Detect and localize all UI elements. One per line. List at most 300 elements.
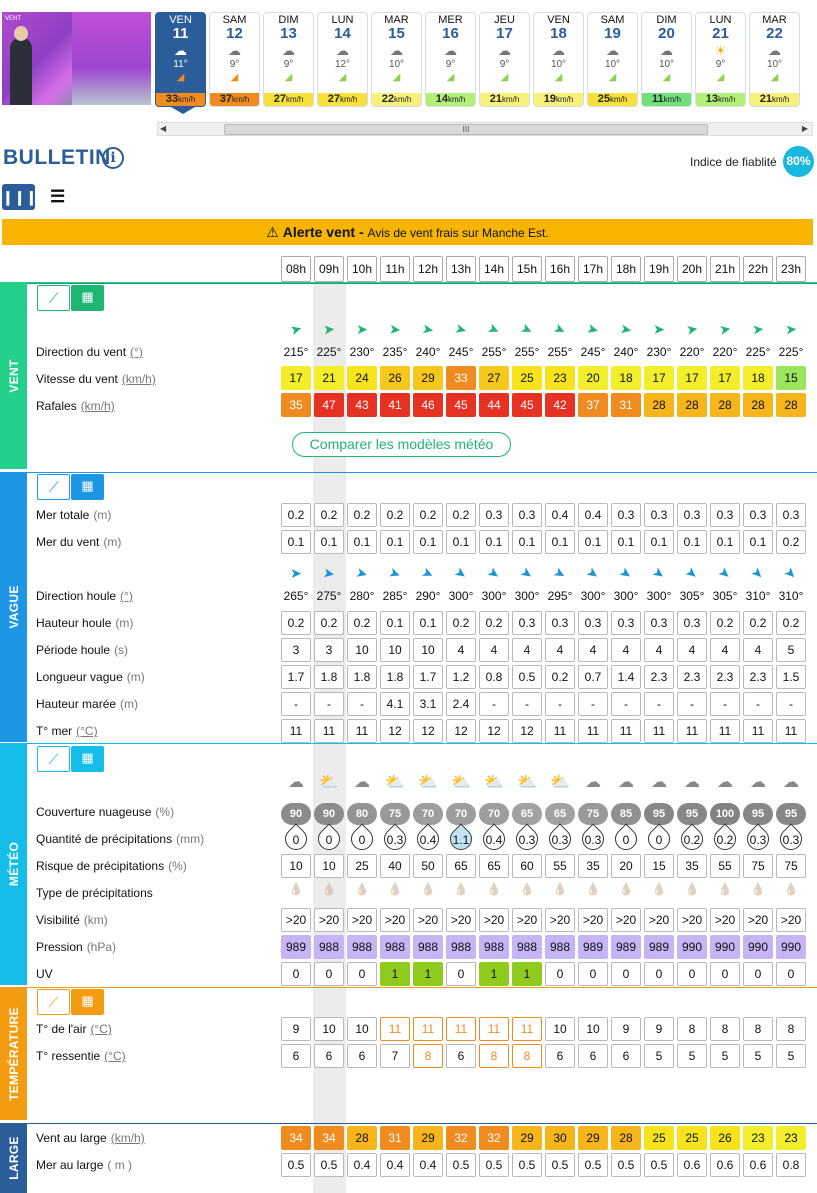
data-cell: 1 xyxy=(413,962,443,986)
row-unit[interactable]: (km/h) xyxy=(121,372,156,386)
data-text: 305° xyxy=(712,589,738,603)
data-cell: 28 xyxy=(677,393,707,417)
row-unit[interactable]: (km/h) xyxy=(110,1131,145,1145)
data-cell: >20 xyxy=(281,908,311,932)
day-wind-speed xyxy=(372,93,421,106)
data-cell: 6 xyxy=(347,1044,377,1068)
day-card[interactable] xyxy=(749,12,800,107)
data-cell: 28 xyxy=(776,393,806,417)
row-label-text: T° de l'air xyxy=(36,1022,87,1036)
wind-arrow-icon: ➤ xyxy=(653,321,665,337)
precip-value: 0.4 xyxy=(419,833,437,847)
data-text: 245° xyxy=(580,345,606,359)
data-cell: 11 xyxy=(644,719,674,743)
rain-type-icon: 💧 xyxy=(750,882,766,896)
day-card[interactable] xyxy=(371,12,422,107)
day-wind-speed xyxy=(534,93,583,106)
data-cell: >20 xyxy=(347,908,377,932)
data-cell: 21 xyxy=(314,366,344,390)
data-cell: 2.3 xyxy=(743,665,773,689)
row-label xyxy=(36,967,53,981)
weather-icon: ☁ xyxy=(336,43,349,58)
data-cell: 12 xyxy=(479,719,509,743)
data-cell: 25 xyxy=(677,1126,707,1150)
data-cell: 8 xyxy=(512,1044,542,1068)
rain-type-icon: 💧 xyxy=(321,882,337,896)
day-date: 19 xyxy=(604,25,621,42)
data-cell: >20 xyxy=(545,908,575,932)
data-cell: 44 xyxy=(479,393,509,417)
data-cell: 11 xyxy=(347,719,377,743)
chart-view-button[interactable]: ⟋ xyxy=(37,746,70,772)
data-cell: 23 xyxy=(776,1126,806,1150)
data-cell: 10 xyxy=(413,638,443,662)
wind-direction-icon: ◢ xyxy=(446,72,455,83)
data-cell: 75 xyxy=(776,854,806,878)
rain-type-icon: 💧 xyxy=(453,882,469,896)
wind-speed-value: 22 xyxy=(381,93,394,105)
swell-arrow-icon: ➤ xyxy=(715,563,735,583)
wind-direction-icon: ◢ xyxy=(608,72,617,83)
forecast-video-thumbnail[interactable] xyxy=(2,12,151,105)
row-label-text: Mer au large xyxy=(36,1158,104,1172)
row-label xyxy=(36,940,116,954)
wind-direction-icon: ◢ xyxy=(392,72,401,83)
data-cell: 988 xyxy=(380,935,410,959)
data-cell: 11 xyxy=(776,719,806,743)
data-cell: >20 xyxy=(776,908,806,932)
weather-icon: ☁ xyxy=(618,774,634,791)
row-label-text: Pression xyxy=(36,940,83,954)
day-card[interactable] xyxy=(641,12,692,107)
wind-speed-value: 14 xyxy=(435,93,448,105)
day-temperature: 10° xyxy=(550,59,567,70)
cloud-cover-badge: 95 xyxy=(644,803,674,825)
data-cell: >20 xyxy=(413,908,443,932)
data-cell: 37 xyxy=(578,393,608,417)
data-cell: 0.1 xyxy=(314,530,344,554)
weather-icon: ☁ xyxy=(585,774,601,791)
data-cell: 10 xyxy=(347,638,377,662)
data-cell: 0.2 xyxy=(281,503,311,527)
wind-arrow-icon: ➤ xyxy=(420,320,436,338)
data-text: 230° xyxy=(349,345,375,359)
wind-arrow-icon: ➤ xyxy=(551,319,569,339)
row-unit[interactable]: (°C) xyxy=(104,1049,126,1063)
row-label xyxy=(36,399,115,413)
data-cell: 55 xyxy=(545,854,575,878)
precip-value: 0.3 xyxy=(584,833,602,847)
table-view-button[interactable]: ❙❙❙ xyxy=(2,184,35,210)
wind-alert-banner xyxy=(2,219,813,245)
row-label-text: Hauteur houle xyxy=(36,616,112,630)
day-date: 12 xyxy=(226,25,243,42)
hour-cell: 11h xyxy=(380,256,410,282)
wind-arrow-icon: ➤ xyxy=(322,320,336,338)
data-cell: 1 xyxy=(512,962,542,986)
data-cell: 0.1 xyxy=(710,530,740,554)
data-cell: 12 xyxy=(380,719,410,743)
data-cell: 23 xyxy=(545,366,575,390)
row-unit[interactable]: (km/h) xyxy=(80,399,115,413)
info-icon[interactable]: i xyxy=(102,147,124,169)
data-cell: 27 xyxy=(479,366,509,390)
day-card[interactable] xyxy=(695,12,746,107)
grid-view-button[interactable]: ▦ xyxy=(71,285,104,311)
data-cell: 45 xyxy=(446,393,476,417)
weather-icon: ☁ xyxy=(660,43,673,58)
grid-view-button[interactable]: ▦ xyxy=(71,746,104,772)
cloud-cover-badge: 90 xyxy=(314,803,344,825)
rain-type-icon: 💧 xyxy=(585,882,601,896)
data-cell: 20 xyxy=(578,366,608,390)
data-cell: 0.5 xyxy=(644,1153,674,1177)
data-cell: 0.1 xyxy=(578,530,608,554)
data-cell: 18 xyxy=(743,366,773,390)
swell-arrow-icon: ➤ xyxy=(386,563,404,583)
day-date: 17 xyxy=(496,25,513,42)
data-cell: - xyxy=(743,692,773,716)
data-text: 300° xyxy=(481,589,507,603)
day-card[interactable] xyxy=(155,12,206,107)
cloud-cover-badge: 70 xyxy=(479,803,509,825)
compare-models-button[interactable]: Comparer les modèles météo xyxy=(292,432,511,457)
data-cell: 0 xyxy=(677,962,707,986)
row-label xyxy=(36,1022,112,1036)
data-cell: 0.3 xyxy=(743,503,773,527)
row-unit: ( m ) xyxy=(107,1158,133,1172)
data-cell: >20 xyxy=(446,908,476,932)
data-cell: 988 xyxy=(446,935,476,959)
data-cell: 0.2 xyxy=(446,611,476,635)
day-date: 13 xyxy=(280,25,297,42)
data-cell: 4 xyxy=(710,638,740,662)
data-cell: 990 xyxy=(677,935,707,959)
data-cell: 0.2 xyxy=(776,530,806,554)
chart-view-button[interactable]: ⟋ xyxy=(37,989,70,1015)
day-temperature: 10° xyxy=(766,59,783,70)
data-cell: 10 xyxy=(347,1017,377,1041)
cloud-cover-badge: 75 xyxy=(380,803,410,825)
wind-arrow-icon: ➤ xyxy=(784,320,798,338)
chart-view-button[interactable]: ⟋ xyxy=(37,285,70,311)
data-cell: 1.4 xyxy=(611,665,641,689)
data-cell: >20 xyxy=(743,908,773,932)
row-label xyxy=(36,345,143,359)
swell-arrow-icon: ➤ xyxy=(550,563,570,583)
cloud-cover-badge: 70 xyxy=(413,803,443,825)
data-cell: 75 xyxy=(743,854,773,878)
cloud-cover-badge: 100 xyxy=(710,803,740,825)
data-cell: 5 xyxy=(743,1044,773,1068)
cloud-cover-badge: 95 xyxy=(776,803,806,825)
data-text: 310° xyxy=(745,589,771,603)
data-cell: 0.1 xyxy=(446,530,476,554)
precip-value: 0.3 xyxy=(782,833,800,847)
hour-cell: 21h xyxy=(710,256,740,282)
data-cell: 0.2 xyxy=(710,611,740,635)
wind-speed-unit: km/h xyxy=(663,95,681,104)
data-cell: >20 xyxy=(380,908,410,932)
row-label xyxy=(36,508,111,522)
data-cell: 12 xyxy=(512,719,542,743)
wind-speed-value: 33 xyxy=(165,93,178,105)
row-label-text: Type de précipitations xyxy=(36,886,153,900)
precip-value: 0 xyxy=(655,833,663,847)
wind-arrow-icon: ➤ xyxy=(717,320,733,338)
row-label-text: Hauteur marée xyxy=(36,697,117,711)
data-cell: 28 xyxy=(644,393,674,417)
data-cell: 2.3 xyxy=(710,665,740,689)
row-unit[interactable]: (°C) xyxy=(90,1022,112,1036)
chart-view-button[interactable]: ⟋ xyxy=(37,474,70,500)
row-unit: (s) xyxy=(114,643,129,657)
row-label-text: Direction houle xyxy=(36,589,117,603)
data-cell: 0.2 xyxy=(380,503,410,527)
day-card[interactable] xyxy=(587,12,638,107)
data-cell: 6 xyxy=(545,1044,575,1068)
row-unit[interactable]: (°) xyxy=(120,589,133,603)
reliability-label: Indice de fiablité xyxy=(690,155,777,169)
data-cell: 0.2 xyxy=(776,611,806,635)
row-label xyxy=(36,724,98,738)
data-cell: 12 xyxy=(413,719,443,743)
day-card[interactable] xyxy=(209,12,260,107)
data-cell: 988 xyxy=(314,935,344,959)
hour-cell: 15h xyxy=(512,256,542,282)
data-cell: 11 xyxy=(413,1017,443,1041)
weather-icon: ☁ xyxy=(651,774,667,791)
wind-speed-unit: km/h xyxy=(177,95,196,104)
data-cell: 8 xyxy=(710,1017,740,1041)
row-unit: (m) xyxy=(93,508,112,522)
row-unit: (mm) xyxy=(176,832,205,846)
section-vent xyxy=(0,282,27,469)
swell-arrow-icon: ➤ xyxy=(682,563,702,583)
section-divider xyxy=(27,987,817,988)
wind-speed-value: 27 xyxy=(273,93,286,105)
data-cell: 32 xyxy=(446,1126,476,1150)
data-cell: - xyxy=(545,692,575,716)
data-cell: 2.3 xyxy=(677,665,707,689)
data-cell: 0.8 xyxy=(479,665,509,689)
data-cell: 6 xyxy=(578,1044,608,1068)
row-label xyxy=(36,1158,132,1172)
data-text: 255° xyxy=(481,345,507,359)
wind-speed-unit: km/h xyxy=(231,95,250,104)
rain-type-icon: 💧 xyxy=(717,882,733,896)
data-cell: 28 xyxy=(743,393,773,417)
day-name: MAR xyxy=(384,14,409,26)
wind-arrow-icon: ➤ xyxy=(356,321,368,337)
data-cell: 31 xyxy=(380,1126,410,1150)
section-divider xyxy=(27,1123,817,1124)
wind-speed-unit: km/h xyxy=(555,95,574,104)
rain-type-icon: 💧 xyxy=(684,882,700,896)
row-unit[interactable]: (°) xyxy=(130,345,143,359)
data-cell: 5 xyxy=(644,1044,674,1068)
data-cell: 0.2 xyxy=(743,611,773,635)
day-card[interactable] xyxy=(425,12,476,107)
data-cell: 6 xyxy=(281,1044,311,1068)
day-name: MER xyxy=(438,14,463,26)
row-label-text: T° ressentie xyxy=(36,1049,101,1063)
data-cell: 988 xyxy=(479,935,509,959)
section-title: VAGUE xyxy=(6,585,21,629)
row-label xyxy=(36,832,204,846)
wind-speed-value: 11 xyxy=(652,93,664,105)
cloud-cover-badge: 95 xyxy=(743,803,773,825)
data-text: 230° xyxy=(646,345,672,359)
day-name: DIM xyxy=(656,14,677,26)
row-label xyxy=(36,913,108,927)
rain-type-icon: 💧 xyxy=(651,882,667,896)
hour-cell: 23h xyxy=(776,256,806,282)
list-view-button[interactable]: ☰ xyxy=(50,187,66,206)
data-text: 255° xyxy=(547,345,573,359)
data-cell: 0.2 xyxy=(347,503,377,527)
scroll-left-arrow-icon[interactable]: ◀ xyxy=(160,124,167,133)
row-label xyxy=(36,859,187,873)
horizontal-scrollbar[interactable] xyxy=(157,122,813,136)
data-cell: 26 xyxy=(710,1126,740,1150)
data-cell: 9 xyxy=(281,1017,311,1041)
row-label-text: Risque de précipitations xyxy=(36,859,165,873)
day-card[interactable] xyxy=(479,12,530,107)
data-text: 310° xyxy=(778,589,804,603)
swell-arrow-icon: ➤ xyxy=(517,563,537,583)
weather-icon: ☁ xyxy=(444,43,457,58)
wind-arrow-icon: ➤ xyxy=(518,319,536,339)
data-cell: 6 xyxy=(446,1044,476,1068)
row-label xyxy=(36,1131,145,1145)
row-label xyxy=(36,1049,126,1063)
day-card[interactable] xyxy=(263,12,314,107)
data-cell: 0 xyxy=(545,962,575,986)
data-cell: 26 xyxy=(380,366,410,390)
data-cell: 29 xyxy=(413,1126,443,1150)
row-unit[interactable]: (°C) xyxy=(76,724,98,738)
data-cell: 31 xyxy=(611,393,641,417)
data-cell: 4 xyxy=(677,638,707,662)
cloud-cover-badge: 80 xyxy=(347,803,377,825)
swell-arrow-icon: ➤ xyxy=(484,563,504,583)
swell-arrow-icon: ➤ xyxy=(616,563,636,583)
data-cell: 15 xyxy=(644,854,674,878)
hour-cell: 22h xyxy=(743,256,773,282)
data-cell: 7 xyxy=(380,1044,410,1068)
data-cell: 29 xyxy=(512,1126,542,1150)
hour-cell: 14h xyxy=(479,256,509,282)
data-cell: 0.3 xyxy=(611,611,641,635)
data-text: 225° xyxy=(745,345,771,359)
data-cell: - xyxy=(314,692,344,716)
row-unit: (%) xyxy=(168,859,187,873)
data-cell: >20 xyxy=(644,908,674,932)
precip-value: 0.3 xyxy=(551,833,569,847)
wind-direction-icon: ◢ xyxy=(716,72,725,83)
data-cell: 5 xyxy=(710,1044,740,1068)
data-cell: 0.1 xyxy=(347,530,377,554)
data-cell: 11 xyxy=(677,719,707,743)
row-label-text: Longueur vague xyxy=(36,670,123,684)
data-cell: 0.3 xyxy=(479,503,509,527)
day-temperature: 9° xyxy=(229,59,240,70)
day-card[interactable] xyxy=(317,12,368,107)
data-cell: 989 xyxy=(611,935,641,959)
row-label-text: Vitesse du vent xyxy=(36,372,118,386)
data-cell: 32 xyxy=(479,1126,509,1150)
data-cell: 0.5 xyxy=(545,1153,575,1177)
rain-type-icon: 💧 xyxy=(288,882,304,896)
data-cell: 10 xyxy=(380,638,410,662)
data-cell: 0 xyxy=(710,962,740,986)
scroll-right-arrow-icon[interactable]: ▶ xyxy=(801,124,808,133)
wind-arrow-icon: ➤ xyxy=(453,319,469,339)
rain-type-icon: 💧 xyxy=(552,882,568,896)
data-cell: 42 xyxy=(545,393,575,417)
wind-arrow-icon: ➤ xyxy=(618,320,634,338)
data-cell: - xyxy=(677,692,707,716)
weather-icon: ☁ xyxy=(498,43,511,58)
data-cell: - xyxy=(347,692,377,716)
data-cell: 0.3 xyxy=(512,611,542,635)
data-cell: 0 xyxy=(446,962,476,986)
data-cell: >20 xyxy=(611,908,641,932)
data-cell: 11 xyxy=(446,1017,476,1041)
data-cell: 9 xyxy=(611,1017,641,1041)
grid-view-button[interactable]: ▦ xyxy=(71,474,104,500)
data-cell: 0.4 xyxy=(413,1153,443,1177)
weather-icon: ☁ xyxy=(228,43,241,58)
precip-value: 0 xyxy=(292,833,300,847)
data-cell: 0.2 xyxy=(314,503,344,527)
wind-direction-icon: ◢ xyxy=(230,72,239,83)
data-cell: 0.1 xyxy=(413,611,443,635)
day-card[interactable] xyxy=(533,12,584,107)
swell-arrow-icon: ➤ xyxy=(290,565,302,581)
data-cell: 45 xyxy=(512,393,542,417)
data-cell: 0.5 xyxy=(281,1153,311,1177)
wind-direction-icon: ◢ xyxy=(176,72,185,83)
scrollbar-thumb[interactable]: III xyxy=(224,124,708,135)
precip-value: 0.4 xyxy=(485,833,503,847)
data-cell: 1 xyxy=(479,962,509,986)
hour-cell: 09h xyxy=(314,256,344,282)
day-name: LUN xyxy=(709,14,732,26)
data-text: 245° xyxy=(448,345,474,359)
hour-cell: 13h xyxy=(446,256,476,282)
data-cell: 989 xyxy=(644,935,674,959)
grid-view-button[interactable]: ▦ xyxy=(71,989,104,1015)
data-cell: 28 xyxy=(710,393,740,417)
section-temperature xyxy=(0,987,27,1120)
data-cell: >20 xyxy=(314,908,344,932)
day-wind-speed xyxy=(210,93,259,106)
data-cell: 988 xyxy=(512,935,542,959)
day-temperature: 10° xyxy=(658,59,675,70)
day-temperature: 10° xyxy=(604,59,621,70)
weather-icon: ⛅ xyxy=(319,774,339,791)
row-label-text: Mer totale xyxy=(36,508,90,522)
section-divider xyxy=(27,282,817,283)
wind-speed-unit: km/h xyxy=(447,95,466,104)
data-cell: 33 xyxy=(446,366,476,390)
data-cell: 2.3 xyxy=(644,665,674,689)
data-text: 240° xyxy=(613,345,639,359)
data-cell: 0.1 xyxy=(611,530,641,554)
weather-icon: ☁ xyxy=(552,43,565,58)
